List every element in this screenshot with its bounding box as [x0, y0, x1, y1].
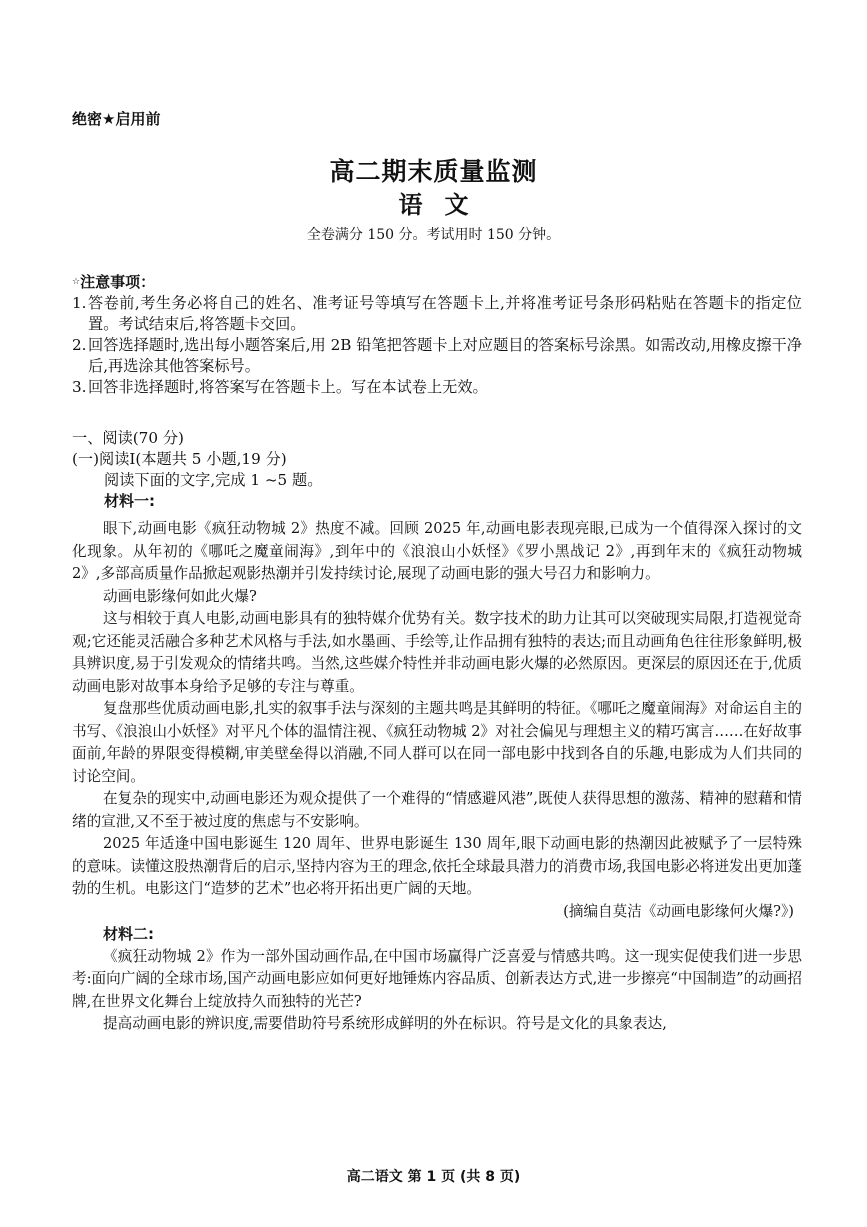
notice-item — [72, 377, 802, 398]
paragraph: 《疯狂动物城 2》作为一部外国动画作品,在中国市场赢得广泛喜爱与情感共鸣。这一现实促使我们进一步思考:面向广阔的全球市场,国产动画电影应如何更好地锤炼内容品质、创新表达方式,进一步擦亮“中国制造”的动画招牌,在世界文化舞台上绽放持久而独特的光芒? — [72, 947, 802, 1010]
notice-item-number: 3. — [72, 378, 87, 396]
paragraph: 这与相较于真人电影,动画电影具有的独特媒介优势有关。数字技术的助力让其可以突破现实局限,打造视觉奇观;它还能灵活融合多种艺术风格与手法,如水墨画、手绘等,让作品拥有独特的表达;而且动画角色往往形象鲜明,极具辨识度,易于引发观众的情绪共鸣。当然,这些媒介特性并非动画电影火爆的必然原因。更深层的原因还在于,优质动画电影对故事本身给予足够的专注与尊重。 — [72, 610, 802, 695]
notice-item-text: 回答非选择题时,将答案写在答题卡上。写在本试卷上无效。 — [88, 378, 488, 396]
section-heading: 一、阅读(70 分) — [72, 429, 184, 447]
notice-item-text: 回答选择题时,选出每小题答案后,用 2B 铅笔把答题卡上对应题目的答案标号涂黑。如需改动,用橡皮擦干净后,再选涂其他答案标号。 — [88, 336, 802, 375]
paragraph: 动画电影缘何如此火爆? — [103, 587, 257, 605]
paragraph: 提高动画电影的辨识度,需要借助符号系统形成鲜明的外在标识。符号是文化的具象表达, — [103, 1015, 667, 1032]
notice-title: ☆注意事项： — [72, 273, 156, 291]
notice-section — [72, 272, 802, 398]
reading-passage — [72, 518, 802, 1036]
material-1-label: 材料一: — [104, 492, 155, 510]
paragraph: 复盘那些优质动画电影,扎实的叙事手法与深刻的主题共鸣是其鲜明的特征。《哪吒之魔童闹海》对命运自主的书写、《浪浪山小妖怪》对平凡个体的温情注视、《疯狂动物城 2》对社会偏见与理想主义的精巧寓言……在好故事面前,年龄的界限变得模糊,审美壁垒得以消融,不同人群可以在同一部电影中找到各自的乐趣,电影成为人们共同的讨论空间。 — [72, 700, 802, 785]
confidential-label: 绝密★启用前 — [72, 110, 161, 128]
paragraph: 眼下,动画电影《疯狂动物城 2》热度不减。回顾 2025 年,动画电影表现亮眼,已成为一个值得深入探讨的文化现象。从年初的《哪吒之魔童闹海》,到年中的《浪浪山小妖怪》《罗小黑战记 2》,再到年末的《疯狂动物城 2》,多部高质量作品掀起观影热潮并引发持续讨论,展现了动画电影的强大号召力和影响力。 — [72, 520, 802, 582]
notice-item — [72, 293, 802, 335]
star-icon: ☆ — [72, 277, 81, 287]
paragraph: 2025 年适逢中国电影诞生 120 周年、世界电影诞生 130 周年,眼下动画电影的热潮因此被赋予了一层特殊的意味。读懂这股热潮背后的启示,坚持内容为王的理念,依托全球最具潜力的消费市场,我国电影必将迸发出更加蓬勃的生机。电影这门“造梦的艺术”也必将开拓出更广阔的天地。 — [72, 835, 802, 897]
page-footer: 高二语文 第 1 页 (共 8 页) — [346, 1169, 521, 1185]
material-2-label: 材料二: — [103, 925, 154, 943]
paragraph: 在复杂的现实中,动画电影还为观众提供了一个难得的“情感避风港”,既使人获得思想的激荡、精神的慰藉和情绪的宣泄,又不至于被过度的焦虑与不安影响。 — [72, 790, 802, 830]
exam-info: 全卷满分 150 分。考试用时 150 分钟。 — [306, 227, 561, 243]
reading-instruction: 阅读下面的文字,完成 1 ~5 题。 — [104, 471, 323, 489]
notice-item — [72, 335, 802, 377]
exam-title: 高二期末质量监测 — [329, 157, 538, 186]
notice-item-text: 答卷前,考生务必将自己的姓名、准考证号等填写在答题卡上,并将准考证号条形码粘贴在答题卡的指定位置。考试结束后,将答题卡交回。 — [88, 294, 802, 333]
source-citation: (摘编自莫洁《动画电影缘何火爆?》) — [563, 902, 794, 920]
notice-item-number: 2. — [72, 336, 87, 354]
title-block — [0, 156, 867, 246]
reading-section-header — [72, 428, 802, 512]
subject-title: 语文 — [398, 190, 491, 219]
subsection-heading: (一)阅读Ⅰ(本题共 5 小题,19 分) — [72, 450, 287, 468]
notice-item-number: 1. — [72, 294, 87, 312]
